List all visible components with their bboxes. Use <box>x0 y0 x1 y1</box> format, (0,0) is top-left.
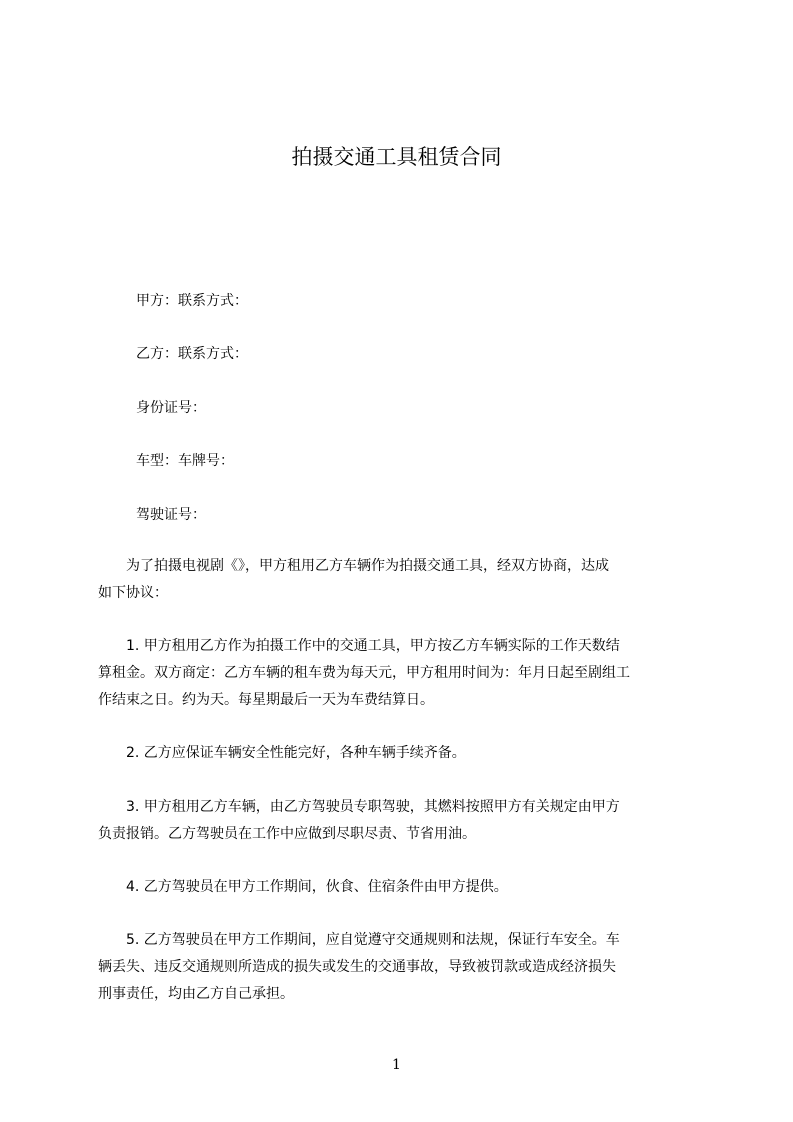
clause-2 <box>98 740 704 767</box>
paragraph-line: 为了拍摄电视剧《》，甲方租用乙方车辆作为拍摄交通工具，经双方协商，达成 <box>98 558 609 574</box>
document-title: 拍摄交通工具租赁合同 <box>291 145 502 169</box>
paragraph-line: 算租金。双方商定：乙方车辆的租车费为每天元，甲方租用时间为：年月日起至剧组工 <box>98 665 630 681</box>
party-a-contact-field: 甲方：联系方式： <box>136 293 248 309</box>
intro-paragraph <box>98 553 704 607</box>
paragraph-line: 3. 甲方租用乙方车辆，由乙方驾驶员专职驾驶，其燃料按照甲方有关规定由甲方 <box>98 799 620 815</box>
clause-3 <box>98 794 704 848</box>
paragraph-line: 1. 甲方租用乙方作为拍摄工作中的交通工具，甲方按乙方车辆实际的工作天数结 <box>98 638 620 654</box>
paragraph-line: 负责报销。乙方驾驶员在工作中应做到尽职尽责、节省用油。 <box>98 826 476 842</box>
paragraph-line: 作结束之日。约为天。每星期最后一天为车费结算日。 <box>98 692 434 708</box>
paragraph-line: 如下协议： <box>98 585 168 601</box>
paragraph-line: 刑事责任，均由乙方自己承担。 <box>98 986 294 1002</box>
id-number-field: 身份证号： <box>136 400 206 416</box>
driver-license-field: 驾驶证号： <box>136 507 206 523</box>
paragraph-line: 4. 乙方驾驶员在甲方工作期间，伙食、住宿条件由甲方提供。 <box>98 879 508 895</box>
clause-4 <box>98 874 704 901</box>
vehicle-plate-field: 车型：车牌号： <box>136 453 234 469</box>
clause-5 <box>98 927 704 1008</box>
paragraph-line: 辆丢失、违反交通规则所造成的损失或发生的交通事故，导致被罚款或造成经济损失 <box>98 959 616 975</box>
party-b-contact-field: 乙方：联系方式： <box>136 346 248 362</box>
page-number: 1 <box>392 1057 401 1073</box>
clause-1 <box>98 633 704 714</box>
paragraph-line: 5. 乙方驾驶员在甲方工作期间，应自觉遵守交通规则和法规，保证行车安全。车 <box>98 932 620 948</box>
paragraph-line: 2. 乙方应保证车辆安全性能完好，各种车辆手续齐备。 <box>98 745 466 761</box>
